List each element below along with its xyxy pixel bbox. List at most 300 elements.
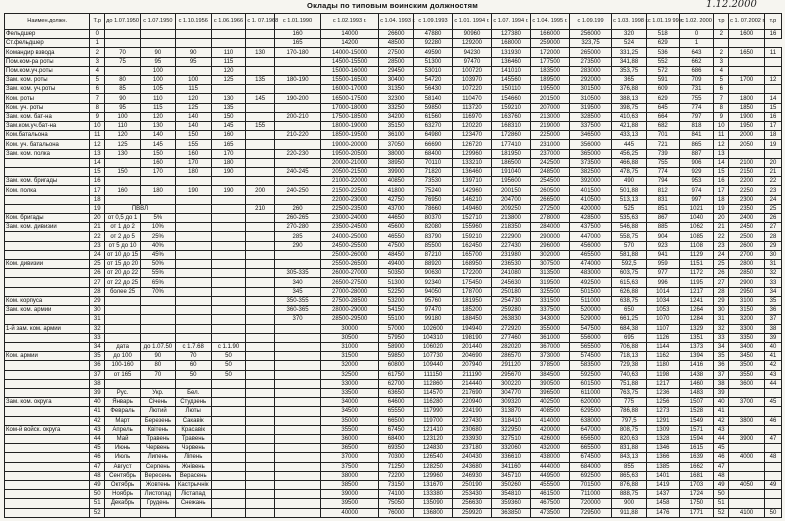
tariff-rank: 28: [714, 287, 729, 296]
table-row: [5, 223, 782, 232]
tariff-rank: 7: [714, 94, 729, 103]
month-name: Январь: [105, 398, 141, 407]
salary-cell: [211, 333, 246, 342]
position-name: [5, 434, 90, 443]
salary-cell: [729, 471, 765, 480]
salary-cell: 40850: [379, 177, 414, 186]
salary-cell: [274, 195, 320, 204]
table-row: [5, 140, 782, 149]
month-name: Серпень: [140, 462, 175, 471]
salary-cell: 23000-24000: [321, 214, 379, 223]
salary-cell: 1346: [646, 444, 679, 453]
salary-cell: 114570: [413, 388, 452, 397]
salary-cell: 325500: [530, 287, 569, 296]
salary-cell: [274, 407, 320, 416]
salary-cell: 1549: [679, 416, 714, 425]
tariff-rank: 29: [714, 296, 729, 305]
salary-cell: 3500: [729, 361, 765, 370]
tariff-rank: 39: [764, 333, 781, 342]
tariff-rank: 9: [714, 112, 729, 121]
salary-cell: 686: [679, 66, 714, 75]
salary-cell: [175, 195, 211, 204]
salary-cell: 90630: [413, 269, 452, 278]
salary-cell: 34000: [321, 398, 379, 407]
salary-cell: 1594: [679, 434, 714, 443]
salary-cell: 428500: [569, 214, 611, 223]
pvvl-percent: 70%: [140, 287, 175, 296]
dates-header: дата: [105, 342, 141, 351]
salary-cell: 59850: [379, 352, 414, 361]
salary-cell: 592,5: [612, 260, 647, 269]
tariff-rank: 8: [90, 103, 105, 112]
salary-cell: [211, 499, 246, 508]
tariff-rank: 14: [764, 94, 781, 103]
salary-cell: 2950: [729, 287, 765, 296]
salary-cell: 213800: [491, 214, 530, 223]
salary-cell: 180-190: [274, 76, 320, 85]
salary-cell: 20500-21500: [321, 168, 379, 177]
tariff-rank: 16: [764, 30, 781, 39]
salary-cell: 478,75: [612, 168, 647, 177]
salary-cell: 136460: [452, 168, 491, 177]
position-name: Фельдшер: [5, 30, 90, 39]
salary-cell: 100720: [452, 66, 491, 75]
salary-cell: 570: [612, 241, 647, 250]
salary-cell: 110: [105, 122, 141, 131]
salary-cell: 283000: [569, 66, 611, 75]
salary-cell: [729, 444, 765, 453]
salary-cell: 2450: [729, 223, 765, 232]
salary-cell: 236530: [491, 260, 530, 269]
salary-cell: 437500: [569, 223, 611, 232]
salary-cell: 449500: [530, 471, 569, 480]
salary-cell: 466,88: [612, 158, 647, 167]
salary-cell: 123470: [452, 131, 491, 140]
salary-cell: 26000-27000: [321, 269, 379, 278]
position-name: Зам. ком. роты: [5, 76, 90, 85]
salary-cell: 80370: [413, 214, 452, 223]
table-row: [5, 103, 782, 112]
tariff-rank: 27: [764, 223, 781, 232]
salary-cell: 130: [105, 149, 141, 158]
salary-cell: [105, 66, 141, 75]
position-name: Ком. уч. батальона: [5, 140, 90, 149]
salary-cell: 684000: [569, 462, 611, 471]
tariff-rank: 23: [764, 186, 781, 195]
position-name: Зам. ком. дивизии: [5, 223, 90, 232]
salary-cell: 113720: [452, 103, 491, 112]
position-name: [5, 480, 90, 489]
month-name: Февраль: [105, 407, 141, 416]
salary-cell: [274, 379, 320, 388]
tariff-rank: 30: [764, 250, 781, 259]
salary-cell: 33500: [321, 388, 379, 397]
tariff-rank: 38: [714, 379, 729, 388]
salary-cell: 27500: [379, 48, 414, 57]
tariff-rank: 24: [714, 250, 729, 259]
salary-cell: 1700: [729, 76, 765, 85]
salary-cell: 490: [612, 177, 647, 186]
position-name: [5, 407, 90, 416]
salary-cell: 145: [211, 122, 246, 131]
tariff-rank: 25: [714, 260, 729, 269]
salary-cell: 121410: [413, 425, 452, 434]
salary-cell: 260: [274, 204, 320, 213]
salary-cell: 343000: [530, 315, 569, 324]
salary-cell: 774: [679, 103, 714, 112]
tariff-rank: 21: [764, 168, 781, 177]
salary-cell: [274, 333, 320, 342]
salary-cell: 237000: [530, 149, 569, 158]
salary-cell: 70110: [413, 158, 452, 167]
salary-cell: 32500: [321, 370, 379, 379]
table-row: [5, 48, 782, 57]
salary-cell: 160: [211, 131, 246, 140]
salary-cell: 1108: [679, 241, 714, 250]
salary-cell: 906: [679, 158, 714, 167]
salary-cell: 775: [612, 398, 647, 407]
salary-cell: 786,88: [612, 407, 647, 416]
salary-cell: 172860: [491, 131, 530, 140]
salary-cell: 19000-20000: [321, 140, 379, 149]
salary-cell: 701: [646, 131, 679, 140]
month-name: Червень: [140, 444, 175, 453]
salary-cell: 222900: [491, 232, 530, 241]
salary-cell: 552: [646, 57, 679, 66]
salary-cell: 1460: [679, 379, 714, 388]
salary-cell: 150: [105, 168, 141, 177]
salary-cell: 2850: [729, 269, 765, 278]
header-date: до 1.07.1950: [105, 14, 141, 30]
salary-cell: [211, 39, 246, 48]
salary-cell: [274, 434, 320, 443]
salary-cell: 180: [140, 186, 175, 195]
salary-cell: 656500: [569, 434, 611, 443]
tariff-rank: 31: [764, 260, 781, 269]
salary-cell: [274, 471, 320, 480]
salary-cell: [140, 315, 175, 324]
salary-cell: [246, 361, 274, 370]
table-row: [5, 480, 782, 489]
salary-cell: 265000: [569, 48, 611, 57]
tariff-rank: 11: [714, 131, 729, 140]
salary-cell: 64980: [413, 131, 452, 140]
salary-cell: 3800: [729, 416, 765, 425]
salary-cell: 420000: [530, 425, 569, 434]
salary-cell: 159210: [491, 103, 530, 112]
month-name: Апрель: [105, 425, 141, 434]
salary-cell: [246, 260, 274, 269]
salary-cell: 170: [211, 149, 246, 158]
salary-cell: 501,88: [612, 186, 647, 195]
salary-cell: 1162: [646, 352, 679, 361]
salary-cell: 51300: [413, 57, 452, 66]
salary-cell: 220-230: [274, 149, 320, 158]
salary-cell: 2500: [729, 232, 765, 241]
tariff-rank: 52: [714, 508, 729, 517]
salary-cell: [175, 260, 211, 269]
tariff-rank: 41: [764, 352, 781, 361]
salary-cell: 126720: [452, 140, 491, 149]
table-row: [5, 425, 782, 434]
salary-cell: [246, 223, 274, 232]
tariff-rank: 35: [714, 352, 729, 361]
position-name: Командир взвода: [5, 48, 90, 57]
salary-cell: 211190: [452, 370, 491, 379]
salary-cell: 92280: [413, 39, 452, 48]
tariff-rank: 22: [764, 177, 781, 186]
salary-cell: 220940: [452, 398, 491, 407]
salary-cell: 32000: [321, 361, 379, 370]
salary-cell: 162450: [452, 241, 491, 250]
table-row: [5, 241, 782, 250]
tariff-rank: 47: [764, 434, 781, 443]
salary-cell: [105, 315, 141, 324]
salary-cell: [246, 434, 274, 443]
salary-cell: [274, 260, 320, 269]
salary-cell: 97470: [413, 306, 452, 315]
table-row: [5, 471, 782, 480]
tariff-rank: 0: [90, 30, 105, 39]
salary-cell: 117990: [413, 407, 452, 416]
salary-cell: 160: [175, 149, 211, 158]
dates-cell: от 165: [105, 370, 141, 379]
table-row: [5, 453, 782, 462]
salary-cell: 1419: [646, 480, 679, 489]
tariff-rank: 19: [764, 140, 781, 149]
month-name: Чэрвень: [175, 444, 211, 453]
tariff-rank: 33: [764, 278, 781, 287]
salary-cell: 39000: [321, 490, 379, 499]
salary-cell: 78660: [413, 204, 452, 213]
salary-cell: [211, 453, 246, 462]
salary-cell: 2600: [729, 241, 765, 250]
salary-cell: 755: [646, 158, 679, 167]
salary-cell: [140, 508, 175, 517]
salary-cell: 31000: [321, 342, 379, 351]
tariff-rank: 22: [714, 232, 729, 241]
tariff-rank: 48: [764, 453, 781, 462]
tariff-rank: 13: [90, 149, 105, 158]
salary-cell: [729, 57, 765, 66]
salary-cell: 410500: [569, 195, 611, 204]
tariff-rank: 23: [714, 241, 729, 250]
salary-cell: 219000: [530, 122, 569, 131]
table-row: [5, 269, 782, 278]
position-name: [5, 453, 90, 462]
month-name: Март: [105, 416, 141, 425]
salary-cell: 36000: [321, 434, 379, 443]
table-row: [5, 131, 782, 140]
salary-cell: 1284: [679, 315, 714, 324]
salary-cell: 359360: [491, 499, 530, 508]
salary-cell: 250190: [452, 480, 491, 489]
position-name: Ком. корпуса: [5, 296, 90, 305]
salary-cell: 474000: [569, 260, 611, 269]
table-row: [5, 168, 782, 177]
tariff-rank: 43: [90, 425, 105, 434]
salary-cell: 581,88: [612, 250, 647, 259]
salary-cell: 25000-26000: [321, 250, 379, 259]
salary-cell: 841: [679, 131, 714, 140]
header-date: с 1. 07.1968: [246, 14, 274, 30]
salary-cell: 4100: [729, 508, 765, 517]
salary-cell: 66690: [413, 140, 452, 149]
salary-cell: 1126: [646, 333, 679, 342]
salary-cell: [175, 315, 211, 324]
salary-cell: 1650: [729, 48, 765, 57]
dates-cell: 100-160: [105, 361, 141, 370]
salary-cell: 851: [646, 204, 679, 213]
position-name: Ком. роты: [5, 94, 90, 103]
position-name: Зам. ком. бригады: [5, 177, 90, 186]
salary-cell: 50350: [379, 269, 414, 278]
position-name: [5, 269, 90, 278]
salary-cell: [175, 250, 211, 259]
salary-cell: [729, 39, 765, 48]
salary-cell: 90960: [452, 30, 491, 39]
position-name: [5, 158, 90, 167]
salary-cell: [211, 324, 246, 333]
salary-cell: 876,88: [612, 480, 647, 489]
salary-cell: 996: [646, 278, 679, 287]
salary-cell: 638000: [569, 416, 611, 425]
salary-cell: 47880: [413, 30, 452, 39]
tariff-rank: 11: [764, 48, 781, 57]
position-name: Ком. дивизии: [5, 260, 90, 269]
tariff-rank: [764, 85, 781, 94]
salary-cell: 116970: [452, 112, 491, 121]
salary-cell: [246, 407, 274, 416]
salary-cell: 740,63: [612, 370, 647, 379]
pvvl-range: от 2 до 5: [105, 232, 141, 241]
salary-cell: 1256: [646, 398, 679, 407]
pvvl-percent: 55%: [140, 269, 175, 278]
salary-cell: 547500: [569, 324, 611, 333]
salary-cell: 420000: [569, 204, 611, 213]
salary-cell: 254500: [530, 177, 569, 186]
position-name: Ком. бригады: [5, 214, 90, 223]
salary-cell: 53200: [379, 296, 414, 305]
salary-cell: 313870: [491, 407, 530, 416]
tariff-rank: 35: [90, 352, 105, 361]
salary-cell: 1800: [729, 94, 765, 103]
tariff-rank: 5: [90, 76, 105, 85]
tariff-rank: [764, 471, 781, 480]
tariff-rank: 6: [90, 85, 105, 94]
salary-cell: 684,38: [612, 324, 647, 333]
tariff-rank: 42: [714, 416, 729, 425]
salary-cell: 313500: [530, 269, 569, 278]
salary-cell: 626,88: [612, 287, 647, 296]
salary-cell: 190-200: [274, 94, 320, 103]
salary-cell: [211, 85, 246, 94]
position-name: Пом.ком-ра роты: [5, 57, 90, 66]
salary-cell: 58900: [379, 342, 414, 351]
salary-cell: 135: [246, 76, 274, 85]
salary-cell: [211, 388, 246, 397]
salary-cell: 259280: [491, 306, 530, 315]
position-name: Ком. уч. роты: [5, 103, 90, 112]
salary-cell: 337500: [569, 122, 611, 131]
tariff-rank: 40: [714, 398, 729, 407]
salary-cell: [246, 352, 274, 361]
salary-cell: 85500: [413, 241, 452, 250]
salary-cell: 701500: [569, 480, 611, 489]
salary-cell: 2800: [729, 260, 765, 269]
salary-cell: 71820: [413, 168, 452, 177]
salary-cell: 1950: [729, 122, 765, 131]
salary-cell: 1724: [679, 490, 714, 499]
salary-cell: 328500: [569, 112, 611, 121]
salary-cell: [211, 177, 246, 186]
tariff-rank: 35: [764, 296, 781, 305]
salary-cell: [246, 232, 274, 241]
salary-cell: 350-355: [274, 296, 320, 305]
salary-cell: 110: [211, 48, 246, 57]
salary-cell: [274, 103, 320, 112]
salary-cell: 127380: [491, 30, 530, 39]
salary-cell: 365: [612, 76, 647, 85]
tariff-rank: 20: [90, 214, 105, 223]
salary-cell: 941: [646, 250, 679, 259]
tariff-rank: 31: [90, 315, 105, 324]
salary-cell: 152710: [452, 214, 491, 223]
salary-cell: 160: [140, 158, 175, 167]
salary-cell: 360-365: [274, 306, 320, 315]
salary-cell: 373000: [530, 352, 569, 361]
table-row: [5, 94, 782, 103]
salary-cell: 207000: [530, 103, 569, 112]
salary-cell: 1483: [679, 388, 714, 397]
tariff-rank: 47: [90, 462, 105, 471]
salary-cell: 323,75: [569, 39, 611, 48]
salary-cell: [211, 480, 246, 489]
tariff-rank: 13: [714, 149, 729, 158]
salary-cell: 1366: [646, 453, 679, 462]
tariff-rank: 49: [764, 480, 781, 489]
tariff-rank: 18: [764, 131, 781, 140]
tariff-rank: 39: [714, 388, 729, 397]
header-date: с 1.04. 1993 г.: [379, 14, 414, 30]
salary-cell: 180: [175, 168, 211, 177]
salary-cell: 763,75: [612, 388, 647, 397]
salary-cell: 200150: [491, 186, 530, 195]
salary-cell: 37500: [321, 462, 379, 471]
tariff-rank: [764, 149, 781, 158]
salary-cell: 166000: [530, 30, 569, 39]
tariff-rank: [764, 407, 781, 416]
salary-cell: 160: [274, 30, 320, 39]
salary-cell: 97470: [452, 57, 491, 66]
tariff-rank: 12: [764, 76, 781, 85]
salary-cell: 185200: [452, 306, 491, 315]
salary-cell: 155: [246, 122, 274, 131]
salary-cell: 107730: [413, 352, 452, 361]
dates-cell: 50: [211, 370, 246, 379]
salary-table: [4, 13, 782, 518]
salary-cell: 388,13: [612, 94, 647, 103]
tariff-rank: 17: [90, 186, 105, 195]
month-name: Июль: [105, 453, 141, 462]
tariff-rank: 20: [714, 214, 729, 223]
salary-cell: 186500: [491, 158, 530, 167]
salary-cell: 556000: [569, 333, 611, 342]
salary-cell: 1373: [679, 342, 714, 351]
header-date: с 1.09.199: [569, 14, 611, 30]
salary-cell: [246, 342, 274, 351]
salary-cell: 170: [175, 158, 211, 167]
